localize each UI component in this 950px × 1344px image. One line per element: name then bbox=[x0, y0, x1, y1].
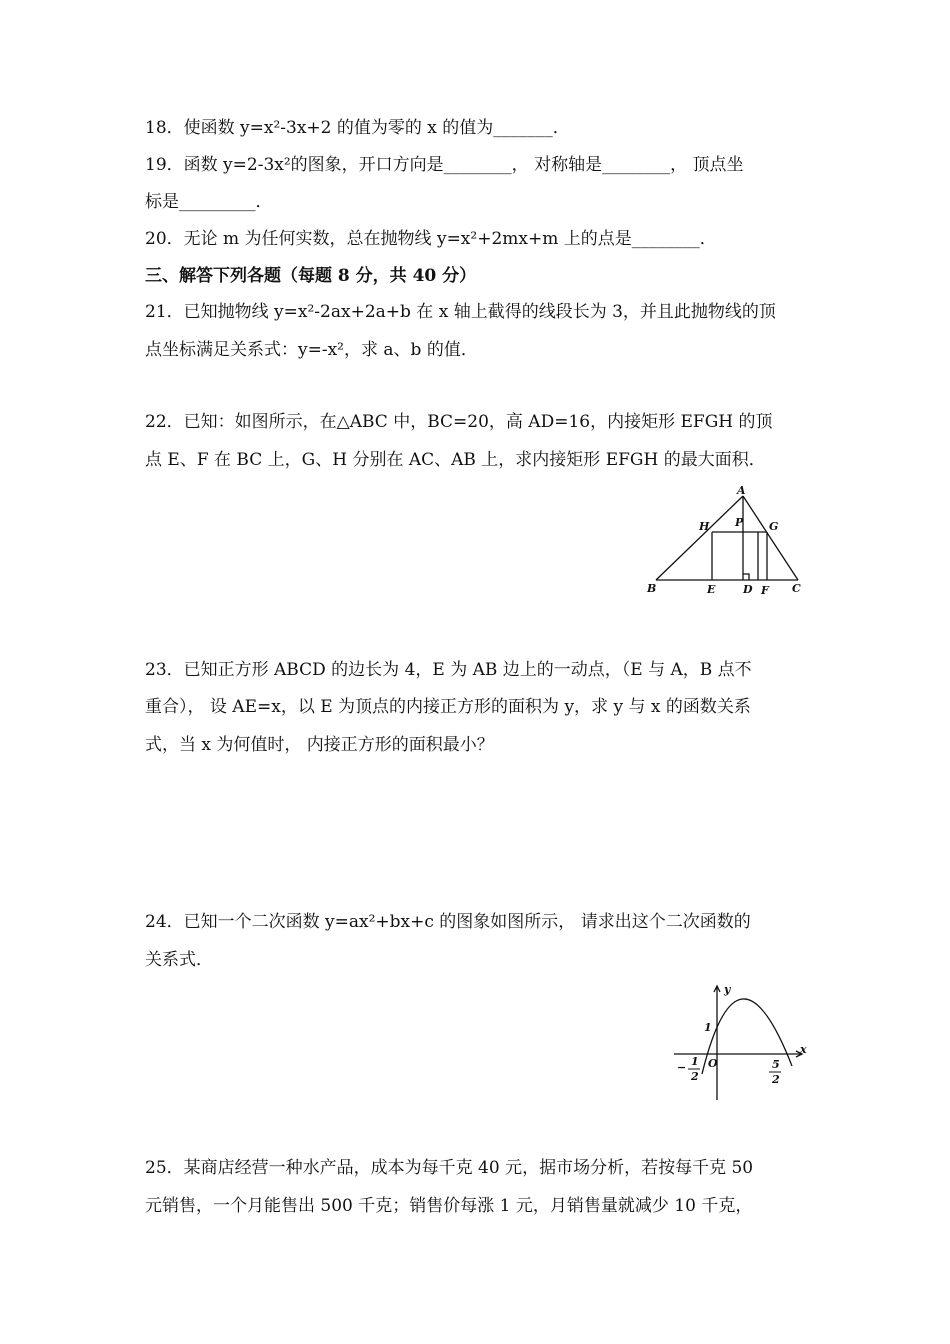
question-25-line-1: 25．某商店经营一种水产品，成本为每千克 40 元，据市场分析，若按每千克 50 bbox=[145, 1158, 754, 1178]
question-22-line-2: 点 E、F 在 BC 上，G、H 分别在 AC、AB 上，求内接矩形 EFGH 的最大面积． bbox=[145, 450, 766, 470]
question-20: 20．无论 m 为任何实数，总在抛物线 y=x²+2mx+m 上的点是________． bbox=[145, 229, 717, 249]
label-y-intercept: 1 bbox=[704, 1021, 712, 1034]
question-24-line-1: 24．已知一个二次函数 y=ax²+bx+c 的图象如图所示， 请求出这个二次函数的 bbox=[145, 912, 751, 932]
question-21-line-2: 点坐标满足关系式：y=-x²，求 a、b 的值． bbox=[145, 340, 478, 360]
label-d: D bbox=[743, 583, 753, 596]
label-e: E bbox=[707, 583, 716, 596]
label-left-root-den: 2 bbox=[691, 1070, 699, 1083]
label-p: P bbox=[735, 516, 744, 529]
label-x: x bbox=[800, 1043, 807, 1056]
triangle-figure bbox=[640, 484, 815, 599]
label-right-root-den: 2 bbox=[772, 1073, 780, 1086]
right-angle-mark bbox=[743, 574, 749, 580]
question-23-line-3: 式，当 x 为何值时， 内接正方形的面积最小？ bbox=[145, 735, 494, 755]
label-g: G bbox=[769, 520, 779, 533]
question-18: 18．使函数 y=x²-3x+2 的值为零的 x 的值为_______． bbox=[145, 118, 570, 138]
question-23-line-1: 23．已知正方形 ABCD 的边长为 4，E 为 AB 边上的一动点，（E 与 A，B 点不 bbox=[145, 660, 752, 680]
label-c: C bbox=[792, 582, 801, 595]
label-f: F bbox=[761, 584, 769, 597]
question-19-line-2: 标是_________． bbox=[145, 192, 273, 212]
question-21-line-1: 21．已知抛物线 y=x²-2ax+2a+b 在 x 轴上截得的线段长为 3，并且此抛物线的顶 bbox=[145, 302, 776, 322]
question-24-line-2: 关系式． bbox=[145, 950, 213, 970]
label-origin: O bbox=[708, 1057, 718, 1070]
parabola-figure bbox=[670, 980, 815, 1102]
label-a: A bbox=[737, 484, 746, 497]
triangle-side-ac bbox=[743, 496, 798, 580]
question-22-line-1: 22．已知：如图所示，在△ABC 中，BC=20，高 AD=16，内接矩形 EFGH 的顶 bbox=[145, 412, 773, 432]
label-h: H bbox=[699, 520, 710, 533]
label-left-root-sign: − bbox=[677, 1061, 687, 1074]
question-19-line-1: 19．函数 y=2-3x²的图象，开口方向是________， 对称轴是________， 顶点坐 bbox=[145, 155, 744, 175]
label-b: B bbox=[647, 582, 657, 595]
label-y: y bbox=[724, 983, 731, 996]
section-3-heading: 三、解答下列各题（每题 8 分，共 40 分） bbox=[145, 266, 477, 286]
label-left-root-num: 1 bbox=[691, 1055, 699, 1068]
triangle-side-ab bbox=[656, 496, 743, 580]
question-25-line-2: 元销售，一个月能售出 500 千克；销售价每涨 1 元，月销售量就减少 10 千克， bbox=[145, 1196, 753, 1216]
label-right-root-num: 5 bbox=[772, 1058, 780, 1071]
question-23-line-2: 重合）， 设 AE=x，以 E 为顶点的内接正方形的面积为 y，求 y 与 x 的函数关系 bbox=[145, 697, 751, 717]
